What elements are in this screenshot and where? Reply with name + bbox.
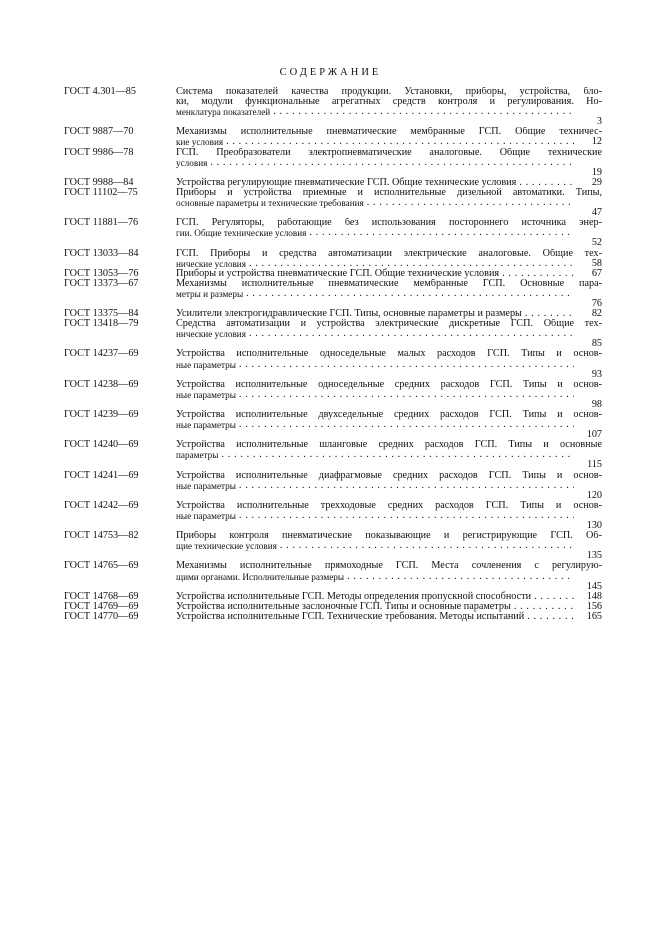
toc-entry-code: ГОСТ 14242—69	[64, 499, 139, 511]
toc-dot-leader	[207, 158, 574, 168]
toc-entry-title-line: ГСП. Преобразователи электропневматические аналоговые. Общие технические	[176, 147, 602, 158]
toc-entry-title	[176, 309, 602, 319]
toc-dot-leader	[524, 612, 574, 622]
toc-entry-title	[176, 440, 602, 470]
toc-entry[interactable]	[64, 349, 602, 379]
toc-dot-leader	[516, 178, 574, 188]
toc-entry-page: 93	[591, 368, 602, 380]
toc-entry-code: ГОСТ 14765—69	[64, 560, 139, 572]
toc-dot-leader	[531, 592, 574, 602]
toc-entry-title-line: ГСП. Приборы и средства автоматизации электрические аналоговые. Общие тех-	[176, 248, 602, 259]
toc-entry-page: 107	[586, 429, 602, 441]
toc-dot-leader	[364, 198, 574, 208]
toc-entry-title-line: Механизмы исполнительные прямоходные ГСП. Места сочленения с регулирую-	[176, 561, 602, 572]
toc-entry[interactable]	[64, 148, 602, 178]
table-of-contents	[64, 87, 602, 622]
toc-entry-title-line: основные параметры и технические требования	[176, 198, 364, 209]
toc-entry-title-line: ные параметры	[176, 420, 236, 431]
toc-entry-title-line: Устройства исполнительные односедельные средних расходов ГСП. Типы и основ-	[176, 379, 602, 390]
toc-entry-code: ГОСТ 13033—84	[64, 247, 139, 259]
toc-entry-page: 47	[591, 207, 602, 219]
toc-entry-page: 120	[586, 489, 602, 501]
toc-entry-title-line: Устройства исполнительные шланговые средних расходов ГСП. Типы и основные	[176, 440, 602, 451]
toc-entry-code: ГОСТ 9988—84	[64, 176, 134, 188]
toc-dot-leader	[499, 269, 574, 279]
toc-entry-title-line: Устройства исполнительные заслоночные ГСП. Типы и основные параметры	[176, 600, 511, 612]
toc-entry-title-line: Устройства исполнительные двухседельные средних расходов ГСП. Типы и основ-	[176, 410, 602, 420]
toc-entry-code: ГОСТ 14239—69	[64, 409, 139, 420]
toc-dot-leader	[223, 137, 574, 147]
toc-entry-title-line: Устройства исполнительные трехходовые средних расходов ГСП. Типы и основ-	[176, 500, 602, 511]
toc-entry-page: 58	[591, 257, 602, 269]
toc-entry[interactable]	[64, 87, 602, 127]
toc-entry-title-line: Устройства исполнительные диафрагмовые средних расходов ГСП. Типы и основ-	[176, 470, 602, 481]
toc-entry-code: ГОСТ 14237—69	[64, 348, 139, 360]
toc-entry-title	[176, 269, 602, 279]
toc-entry-title-line: нические условия	[176, 258, 246, 269]
toc-entry-title	[176, 531, 602, 561]
toc-dot-leader	[236, 390, 574, 400]
toc-entry-code: ГОСТ 9986—78	[64, 146, 134, 158]
toc-entry-page: 19	[591, 166, 602, 178]
toc-entry-code: ГОСТ 4.301—85	[64, 86, 136, 97]
toc-entry-title-line: Устройства исполнительные односедельные малых расходов ГСП. Типы и основ-	[176, 349, 602, 360]
toc-entry-code: ГОСТ 13418—79	[64, 318, 139, 330]
toc-entry-code: ГОСТ 14770—69	[64, 610, 139, 622]
toc-entry-code: ГОСТ 13053—76	[64, 267, 139, 279]
toc-dot-leader	[236, 360, 574, 370]
toc-entry-title-line: кие условия	[176, 137, 224, 148]
toc-entry-page: 130	[586, 520, 602, 532]
toc-entry-title-line: параметры	[176, 450, 219, 461]
toc-entry-title-line: Усилители электрогидравлические ГСП. Типы, основные параметры и размеры	[176, 308, 522, 320]
toc-entry-page: 165	[586, 610, 602, 622]
toc-entry-title	[176, 87, 602, 127]
toc-entry-code: ГОСТ 13373—67	[64, 277, 139, 289]
toc-entry-code: ГОСТ 14240—69	[64, 439, 139, 451]
toc-dot-leader	[270, 107, 574, 117]
toc-entry-title-line: ГСП. Регуляторы, работающие без использования постороннего источника энер-	[176, 218, 602, 229]
toc-entry-code: ГОСТ 11102—75	[64, 186, 138, 198]
toc-entry-title-line: Приборы и устройства приемные и исполнительные дизельной автоматики. Типы,	[176, 187, 602, 198]
toc-entry-page: 115	[587, 459, 602, 471]
toc-entry-page: 156	[586, 600, 602, 612]
toc-entry-page: 52	[591, 237, 602, 249]
toc-entry-title-line: гии. Общие технические условия	[176, 228, 307, 239]
toc-entry-code: ГОСТ 14769—69	[64, 600, 139, 612]
toc-entry-code: ГОСТ 14753—82	[64, 530, 139, 542]
toc-entry[interactable]	[64, 249, 602, 269]
toc-entry[interactable]	[64, 127, 602, 147]
toc-entry-title	[176, 501, 602, 531]
toc-entry[interactable]	[64, 440, 602, 470]
toc-entry[interactable]	[64, 612, 602, 622]
toc-entry[interactable]	[64, 279, 602, 309]
toc-entry-title-line: Устройства исполнительные ГСП. Методы определения пропускной способности	[176, 590, 532, 602]
toc-entry-title-line: Устройства исполнительные ГСП. Технические требования. Методы испытаний	[176, 610, 525, 622]
toc-entry-title-line: условия	[176, 157, 208, 168]
toc-entry-title-line: Механизмы исполнительные пневматические мембранные ГСП. Основные пара-	[176, 278, 602, 289]
toc-entry-title-line: Средства автоматизации и устройства электрические дискретные ГСП. Общие тех-	[176, 319, 602, 330]
toc-entry-page: 3	[596, 116, 602, 128]
toc-entry-title-line: Приборы и устройства пневматические ГСП. Общие технические условия	[176, 267, 500, 279]
toc-entry-title	[176, 471, 602, 501]
toc-dot-leader	[236, 511, 574, 521]
toc-entry-code: ГОСТ 14768—69	[64, 590, 139, 602]
toc-entry-title	[176, 319, 602, 349]
toc-entry-page: 85	[591, 338, 602, 350]
toc-entry-page: 98	[591, 398, 602, 410]
toc-entry[interactable]	[64, 531, 602, 561]
toc-entry-title-line: ные параметры	[176, 510, 236, 521]
toc-dot-leader	[236, 481, 574, 491]
toc-entry-page: 82	[591, 308, 602, 320]
toc-entry-title	[176, 612, 602, 622]
toc-entry-page: 12	[591, 136, 602, 148]
toc-entry-title-line: нические условия	[176, 329, 246, 340]
toc-dot-leader	[243, 289, 574, 299]
toc-entry-title	[176, 178, 602, 188]
toc-entry-title-line: менклатура показателей	[176, 107, 271, 118]
toc-entry-code: ГОСТ 14241—69	[64, 469, 139, 481]
toc-entry-code: ГОСТ 14238—69	[64, 378, 139, 390]
toc-entry-title-line: щими органами. Исполнительные размеры	[176, 571, 345, 582]
toc-entry-page: 67	[591, 267, 602, 279]
toc-entry[interactable]	[64, 380, 602, 410]
toc-entry[interactable]	[64, 309, 602, 319]
toc-entry-title-line: ные параметры	[176, 480, 236, 491]
toc-entry[interactable]	[64, 178, 602, 188]
toc-dot-leader	[344, 572, 574, 582]
toc-dot-leader	[306, 228, 574, 238]
toc-entry-title-line: щие технические условия	[176, 541, 277, 552]
toc-entry[interactable]	[64, 269, 602, 279]
toc-entry[interactable]	[64, 471, 602, 501]
toc-entry-title-line: Механизмы исполнительные пневматические мембранные ГСП. Общие техничес-	[176, 127, 602, 138]
toc-entry-title-line: Система показателей качества продукции. Установки, приборы, устройства, бло-	[176, 87, 602, 97]
toc-entry-title-line: Устройства регулирующие пневматические ГСП. Общие технические условия	[176, 176, 517, 188]
toc-entry-title-line: ные параметры	[176, 389, 236, 400]
toc-dot-leader	[218, 450, 574, 460]
toc-entry-page: 148	[586, 590, 602, 602]
toc-entry[interactable]	[64, 501, 602, 531]
toc-entry-page: 76	[591, 297, 602, 309]
toc-entry[interactable]	[64, 188, 602, 218]
toc-dot-leader	[236, 420, 574, 430]
page-title: СОДЕРЖАНИЕ	[279, 67, 382, 78]
toc-entry-title-line: ные параметры	[176, 359, 236, 370]
toc-entry-title	[176, 218, 602, 248]
toc-entry-title	[176, 279, 602, 309]
toc-entry[interactable]	[64, 319, 602, 349]
toc-entry-code: ГОСТ 13375—84	[64, 308, 139, 320]
toc-entry-title	[176, 148, 602, 178]
toc-entry-title	[176, 188, 602, 218]
toc-entry-page: 29	[591, 176, 602, 188]
toc-entry[interactable]	[64, 218, 602, 248]
toc-entry-title-line: Приборы контроля пневматические показывающие и регистрирующие ГСП. Об-	[176, 531, 602, 542]
toc-entry-title	[176, 349, 602, 379]
toc-dot-leader	[522, 309, 574, 319]
toc-dot-leader	[246, 329, 574, 339]
toc-entry-code: ГОСТ 11881—76	[64, 217, 139, 229]
toc-entry[interactable]	[64, 410, 602, 440]
toc-entry-title	[176, 380, 602, 410]
toc-entry-title	[176, 249, 602, 269]
toc-entry-page: 145	[586, 580, 602, 592]
toc-entry-title	[176, 561, 602, 591]
toc-entry-code: ГОСТ 9887—70	[64, 126, 134, 138]
toc-entry-title	[176, 410, 602, 440]
toc-entry-title	[176, 127, 602, 147]
toc-entry-page: 135	[586, 550, 602, 562]
toc-entry[interactable]	[64, 561, 602, 591]
toc-entry-title-line: метры и размеры	[176, 288, 244, 299]
toc-entry-title-line: ки, модули функциональные агрегатных средств контроля и регулирования. Но-	[176, 97, 602, 108]
toc-dot-leader	[277, 541, 574, 551]
